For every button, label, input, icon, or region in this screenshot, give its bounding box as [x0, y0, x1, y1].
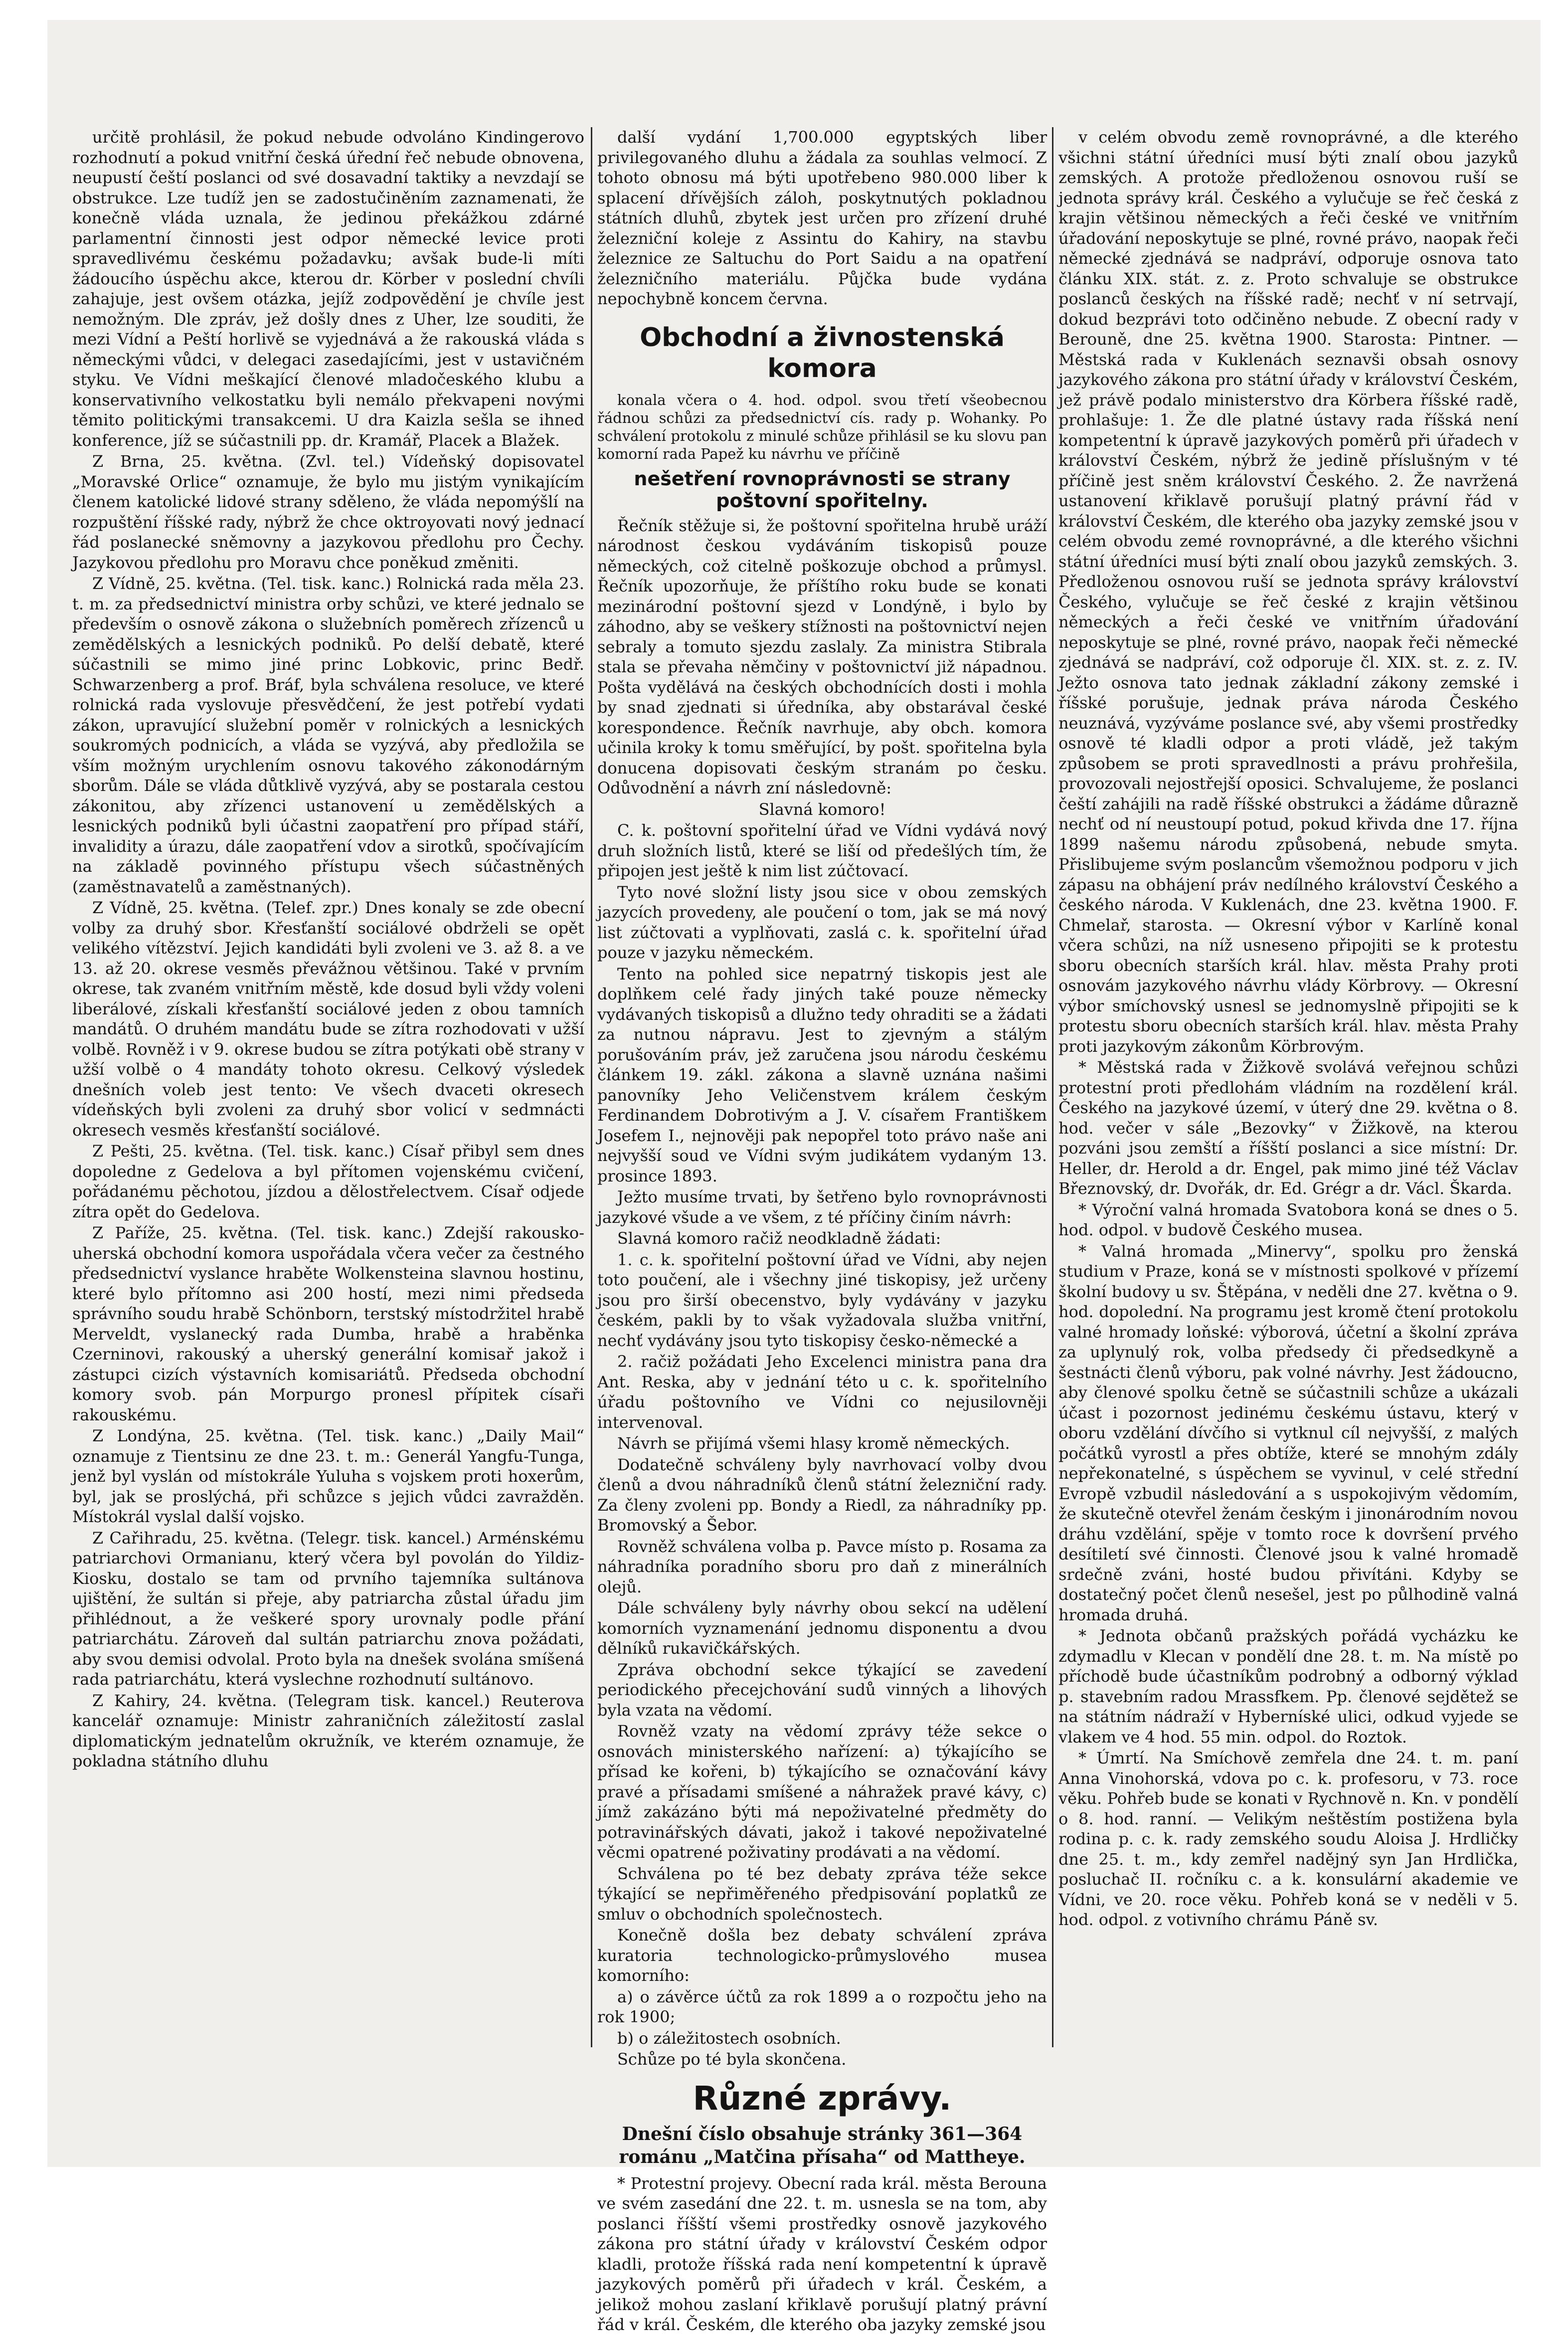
news-item-london: Z Londýna, 25. května. (Tel. tisk. kanc.) „Daily Mail“ oznamuje z Tientsinu ze dne 23. t. m.: Generál Yangfu-Tunga, jenž byl vyslán od místokrále Yuluha s vojskem proti hoxerům, byl, jak se proslýchá, při schůzce s jejich vůdci zavražděn. Místokrál vyslal další vojsko.	[72, 1426, 584, 1526]
article-paragraph: Konečně došla bez debaty schválení zpráva kuratoria technologicko-průmyslového musea komorního:	[597, 1926, 1047, 1985]
news-item-minerva: * Valná hromada „Minervy“, spolku pro ženská studium v Praze, koná se v místnosti spolkové v přízemí školní budovy u sv. Štěpána, v neděli dne 27. května o 9. hod. dopolední. Na programu jest kromě čtení protokolu valné hromady loňské: výborová, účetní a školní zpráva za uplynulý rok, volba předsedy či předsedkyně a šestnácti členů výboru, pak volné návrhy. Jest žádoucno, aby členové spolku četně se súčastnili schůze a ukázali účast i pozornost jedinému českému ústavu, který v oboru vzdělání dívčího si vytknul cíl nejvyšší, z malých počátků vyrostl a přes obtíže, které se mnohým zdály nepřekonatelné, s úspěchem se vyvinul, v celé střední Evropě vzbudil následování a s uspokojivým vědomím, že skutečně otevřel ženám českým i jinonárodním novou dráhu vzdělání, spěje v tomto roce k dovršení prvého desítiletí své činnosti. Členové jsou k valné hromadě srdečně zváni, hosté budou přivítáni. Kdyby se dostatečný počet členů nesešel, jest po půlhodině valná hromada druhá.	[1058, 1241, 1518, 1624]
column-left	[72, 127, 584, 2047]
article-paragraph: Schůze po té byla skončena.	[617, 2050, 847, 2069]
news-item-paris: Z Paříže, 25. května. (Tel. tisk. kanc.) Zdejší rakousko-uherská obchodní komora uspořádala včera večer za čestného předsednictví vyslance hraběte Wolkensteina slavnou hostinu, které bylo přítomno asi 200 hostí, mezi nimi předseda správního soudu hrabě Schönborn, terstský místodržitel hrabě Merveldt, vyslanecký rada Dumba, hrabě a hraběnka Czerninovi, rakouský a uherský generální komisař jakož i zástupci cizích výstavních komisariátů. Předseda obchodní komory svob. pán Morpurgo pronesl přípitek císaři rakouskému.	[72, 1223, 584, 1424]
column-divider	[1052, 127, 1053, 2047]
section-heading-chamber: Obchodní a živnostenská komora	[640, 322, 1005, 384]
article-paragraph: Dále schváleny byly návrhy obou sekcí na udělení komorních vyznamenání jednomu disponentu a dvou dělníků rukavičkářských.	[597, 1598, 1047, 1658]
article-paragraph: Rovněž schválena volba p. Pavce místo p. Rosama za náhradníka poradního sboru pro daň z minerálních olejů.	[597, 1537, 1047, 1596]
article-paragraph: určitě prohlásil, že pokud nebude odvoláno Kindingerovo rozhodnutí a pokud vnitřní česká úřední řeč nebude obnovena, neupustí čeští poslanci od své dosavadní taktiky a nevzdají se obstrukce. Lze tudíž jen se zadostučiněním zaznamenati, že konečně vláda uznala, že jedinou překážkou zdárné parlamentní činnosti jest odpor německé levice proti spravedlivému českému požadavku; avšak bude-li míti žádoucího úspěchu akce, kterou dr. Körber v poslední chvíli zahajuje, jest ovšem otázka, jejíž zodpovědění je chvíle jest nemožným. Dle zpráv, jež došly dnes z Uher, lze souditi, že mezi Vídní a Peští horlivě se vyjednává a že rakouská vláda s německými vůdci, v delegaci zasedajícími, jest v ustavičném styku. Ve Vídni meškající členové mladočeského klubu a konservativního velkostatku byli nemálo překvapeni novými těmito politickými transakcemi. U dra Kaizla sešla se ihned konference, jíž se súčastnili pp. dr. Kramář, Placek a Blažek.	[72, 128, 584, 450]
news-item-cairo: Z Kahiry, 24. května. (Telegram tisk. kancel.) Reuterova kancelář oznamuje: Ministr zahraničních záležitostí zaslal diplomatickým jednatelům okružník, ve kterém oznamuje, že pokladna státního dluhu	[72, 1691, 584, 1770]
news-item-pest: Z Pešti, 25. května. (Tel. tisk. kanc.) Císař přibyl sem dnes dopoledne z Gedelova a byl přítomen vojenskému cvičení, pořádanému pěchotou, jízdou a dělostřelectvem. Císař odjede zítra opět do Gedelova.	[72, 1142, 584, 1221]
article-paragraph: Slavná komoro račiž neodkladně žádati:	[617, 1229, 941, 1248]
article-paragraph: Rovněž vzaty na vědomí zprávy téže sekce o osnovách ministerského nařízení: a) týkajícího se přísad ke kořeni, b) týkajícího se označování kávy pravé a přísadami smíšené a náhražek pravé kávy, c) jímž zakázáno býti má nepoživatelné předměty do potravinářských dávati, jakož i takové nepoživatelné věcmi opatrené poživatiny prodávati a na vědomí.	[597, 1722, 1047, 1862]
news-item-vienna-rolnicka-rada: Z Vídně, 25. května. (Tel. tisk. kanc.) Rolnická rada měla 23. t. m. za předsednictví ministra orby schůzi, ve které jednalo se především o osnově zákona o služebních poměrech zřízenců u zemědělských a lesnických podniků. Po delší debatě, které súčastnili se mimo jiné princ Lobkovic, princ Bedř. Schwarzenberg a prof. Bráf, byla schválena resoluce, ve které rolnická rada vyslovuje přesvědčení, že jest potřebí vydati zákon, upravující služební poměr v rolnických a lesnických soukromých podnicích, a vláda se vyzývá, aby předložila se vším možným urychlením osnovu takového zákonodárným sborům. Dále se vláda důtklivě vyzývá, aby se postarala cestou zákonitou, aby zřízenci ustanovení u zemědělských a lesnických podniků byli účastni zaopatření pro případ stáří, invalidity a úrazu, dále zaopatření vdov a sirotků, spočívajícím na základě povinného přístupu všech súčastněných (zaměstnavatelů a zaměstnaných).	[72, 574, 584, 896]
article-paragraph: Řečník stěžuje si, že poštovní spořitelna hrubě uráží národnost českou vydáváním tiskopisů pouze německých, což citelně poškozuje obchod a průmysl. Řečník upozorňuje, že příštího roku bude se konati mezinárodní poštovní sjezd v Londýně, i bylo by záhodno, aby se veškery stížnosti na poštovnictví nejen sebraly a tomuto sjezdu zaslaly. Za ministra Stibrala stala se převaha němčiny v poštovnictví již nápadnou. Pošta vydělává na českých obchodnících dosti i mohla by snad zjednati si úředníka, aby obstarával české korespondence. Řečník navrhuje, aby obch. komora učinila kroky k tomu směřující, by pošt. spořitelna byla donucena dopisovati českým stranám po česku. Odůvodnění a návrh zní následovně:	[597, 516, 1047, 797]
news-item-jednota: * Jednota občanů pražských pořádá vycházku ke zdymadlu v Klecan v pondělí dne 28. t. m. Na místě po příchodě bude účastníkům podrobný a odborný výklad p. stavebním radou Mrassfkem. Pp. členové sejdětež se na státním nádraží v Hyberníské ulici, odkud vyjede se vlakem ve 4 hod. 55 min. odpol. do Roztok.	[1058, 1626, 1518, 1747]
article-paragraph: Návrh se přijímá všemi hlasy kromě německých.	[617, 1434, 1010, 1453]
article-paragraph: C. k. poštovní spořitelní úřad ve Vídni vydává nový druh složních listů, které se liší od předešlých tím, že připojen jest ještě k nim list zúčtovací.	[597, 821, 1047, 880]
news-item-protests: * Protestní projevy. Obecní rada král. města Berouna ve svém zasedání dne 22. t. m. usnesla se na tom, aby poslanci říšští všemi prostředky osnově jazykového zákona pro státní úřady v království Českém odpor kladli, protože říšská rada není kompetentní k úpravě jazykových poměrů při úřadech v král. Českém, a jelikož mohou zaslaní křiklavě porušují platný právní řád v král. Českém, dle kterého oba jazyky zemské jsou	[597, 2173, 1047, 2334]
article-paragraph: Ježto musíme trvati, by šetřeno bylo rovnoprávnosti jazykové všude a ve všem, z té příčiny činím návrh:	[597, 1187, 1047, 1227]
article-paragraph: další vydání 1,700.000 egyptských liber privilegovaného dluhu a žádala za souhlas velmocí. Z tohoto obnosu má býti upotřebeno 980.000 liber k splacení dřívějších záloh, poskytnutých pokladnou státních dluhů, zbytek jest určen pro zřízení druhé železniční koleje z Assintu do Kahiry, na stavbu železnice ze Saltuchu do Port Saidu a na opatření železničního materiálu. Půjčka bude vydána nepochybně koncem června.	[597, 128, 1047, 308]
column-divider	[591, 127, 592, 2047]
article-paragraph: Zpráva obchodní sekce týkající se zavedení periodického přecejchování sudů vinných a lihových byla vzata na vědomí.	[597, 1660, 1047, 1720]
news-item-constantinople: Z Cařihradu, 25. května. (Telegr. tisk. kancel.) Arménskému patriarchovi Ormanianu, který včera byl povolán do Yildiz-Kiosku, dostalo se tam od prvního tajemníka sultánova ujištění, že sultán si přeje, aby patriarcha zůstal úřadu jim přihlédnout, a že veškeré spory urovnaly podle přání patriarchátu. Zároveň dal sultán patriarchu znova požádati, aby svou demisi odvolal. Proto byla na dnešek svolána smíšená rada patriarchátu, která vyslechne rozhodnutí sultánovo.	[72, 1528, 584, 1689]
news-item-zizkov: * Městská rada v Žižkově svolává veřejnou schůzi protestní proti předlohám vládním na rozdělení král. Českého na jazykové území, v úterý dne 29. května o 8. hod. večer v sále „Bezovky“ v Žižkově, na kterou pozváni jsou zemští a říšští poslanci a sice místní: Dr. Heller, dr. Herold a dr. Engel, pak mimo jiné též Václav Březnovský, dr. Dvořák, dr. Ed. Grégr a dr. Václ. Škarda.	[1058, 1058, 1518, 1198]
article-paragraph: 1. c. k. spořitelní poštovní úřad ve Vídni, aby nejen toto poučení, ale i všechny jiné tiskopisy, jež určeny jsou pro širší obecenstvo, byly vydávány v jazyku českém, pakli by to však vyžadovala služba vnitřní, nechť vydávány jsou tyto tiskopisy česko-německé a	[597, 1250, 1047, 1350]
column-right	[1058, 127, 1518, 2047]
subheading-savings-bank: nešetření rovnoprávnosti se strany poštovní spořitelny.	[634, 467, 1011, 512]
news-item-obituary: * Úmrtí. Na Smíchově zemřela dne 24. t. m. paní Anna Vinohorská, vdova po c. k. profesoru, v 73. roce věku. Pohřeb bude se konati v Rychnově n. Kn. v pondělí o 8. hod. ranní. — Velikým neštěstím postižena byla rodina p. c. k. rady zemského soudu Aloisa J. Hrdličky dne 25. t. m., kdy zemřel nadějný syn Jan Hrdlička, posluchač II. ročníku c. a k. konsulární akademie ve Vídni, ve 20. roce věku. Pohřeb koná se v neděli v 5. hod. odpol. z votivního chrámu Páně sv.	[1058, 1749, 1518, 1929]
article-paragraph: v celém obvodu země rovnoprávné, a dle kterého všichni státní úředníci musí býti znalí obou jazyků zemských. A protože předloženou osnovou ruší se jednota správy král. Českého a vylučuje se řeč česká z krajin většinou německých a řeči české ve vnitřním úřadování neposkytuje se plné, rovné právo, naopak řeči německé zjednává se nadpráví, odporuje osnova tato článku XIX. stát. z. z. Proto schvaluje se obstrukce poslanců českých na říšské radě; nechť v ní setrvají, dokud bezprávi toto odčiněno nebude. Z obecní rady v Berouně, dne 25. května 1900. Starosta: Pintner. — Městská rada v Kuklenách seznavši obsah osnovy jazykového zákona pro státní úřady v království Českém, jež právě podalo ministerstvo dra Körbera říšské radě, prohlašuje: 1. Že dle platné ústavy rada říšská není kompetentní k úpravě jazykových poměrů při úřadech v království Českém, nýbrž že jedině příslušným v té příčině jest sněm království Českého. 2. Že navržená ustanovení křiklavě porušují platný právní řád v království Českém, dle kterého oba jazyky zemské jsou v celém obvodu zemé rovnoprávné, a dle kterého všichni státní úředníci musí býti znalí obou jazyků zemských. 3. Předloženou osnovou ruší se jednota správy království Českého, vylučuje se řeč české z krajin většinou německých a řeči české ve vnitřním úřadování neposkytuje se plné, rovné právo, naopak řeči německé zjednává se nadpráví, což odporuje čl. XIX. st. z. z. IV. Ježto osnova tato jednak základní zákony zemské i říšské porušuje, jednak práva národa Českého neuznává, vyzýváme poslance své, aby všemi prostředky osnově té kladli odpor a proti vládě, jež takým způsobem se proti spravedlnosti a právu prohřešila, provozovali nejostřejší oposici. Schvalujeme, že poslanci čeští zahájili na radě říšské obstrukci a žádáme důrazně nechť od ní neustoupí potud, pokud křivda dne 17. října 1899 našemu národu způsobená, nebude smyta. Přislibujeme svým poslancům všemožnou podporu v jich zápasu na obhájení práv nedílného království Českého a českého národa. V Kuklenách, dne 23. května 1900. F. Chmelař, starosta. — Okresní výbor v Karlíně konal včera schůzi, na níž usneseno připojiti se k protestu sboru obecních starších král. hlav. města Prahy proti osnovám jazykového návrhu vlády Körbrovy. — Okresní výbor smíchovský usnesl se jednomyslně připojiti se k protestu sboru obecních starších král. hlav. města Prahy proti jazykovým zákonům Körbrovým.	[1058, 128, 1518, 1056]
article-paragraph: 2. račiž požádati Jeho Excelenci ministra pana dra Ant. Reska, aby v jednání této u c. k. spořitelního úřadu poštovního ve Vídni co nejusilovněji intervenoval.	[597, 1352, 1047, 1432]
list-item: a) o závěrce účtů za rok 1899 a o rozpočtu jeho na rok 1900;	[597, 1987, 1047, 2026]
section-heading-misc-news: Různé zprávy.	[693, 2079, 952, 2118]
novel-notice: Dnešní číslo obsahuje stránky 361—364 románu „Matčina přísaha“ od Mattheye.	[619, 2123, 1026, 2167]
news-item-svatobor: * Výroční valná hromada Svatobora koná se dnes o 5. hod. odpol. v budově Českého musea.	[1058, 1200, 1518, 1239]
salutation: Slavná komoro!	[758, 799, 886, 819]
article-paragraph: Schválena po té bez debaty zpráva téže sekce týkající se nepřiměřeného předpisování poplatků ze smluv o obchodních společnostech.	[597, 1864, 1047, 1924]
section-lead: konala včera o 4. hod. odpol. svou třetí všeobecnou řádnou schůzi za předsednictví cís. rady p. Wohanky. Po schválení protokolu z minulé schůze přihlásil se ku slovu pan komorní rada Papež ku návrhu ve příčině	[597, 391, 1047, 462]
news-item-vienna-elections: Z Vídně, 25. května. (Telef. zpr.) Dnes konaly se zde obecní volby za druhý sbor. Křesťanští sociálové obdrželi se opět velikého vítězství. Jejich kandidáti byli zvoleni ve 3. až 8. a ve 13. až 20. okrese vesměs převážnou většinou. Také v prvním okrese, tak zvaném vnitřním městě, kde dosud byli vždy voleni liberálové, získali křesťanští sociálové jeden z obou tamních mandátů. O druhém mandátu bude se zítra rozhodovati v užší volbě. Rovněž i v 9. okrese budou se zítra potýkati obě strany v užší volbě o 4 mandáty tohoto okresu. Celkový výsledek dnešních voleb jest tento: Ve všech dvaceti okresech vídeňských byli zvoleni za druhý sbor volicí v sedmnácti okresech vesměs křesťanští sociálové.	[72, 898, 584, 1140]
list-item: b) o záležitostech osobních.	[617, 2028, 841, 2048]
article-paragraph: Tento na pohled sice nepatrný tiskopis jest ale doplňkem celé řady jiných také pouze německy vydávaných tiskopisů a dlužno tedy ohraditi se a žádati za nutnou nápravu. Jest to zjevným a stálým porušováním práv, jež zaručena jsou národu českému článkem 19. zákl. zákona a slavně uznána našimi panovníky Jeho Veličenstvem králem českým Ferdinandem Dobrotivým a J. V. císařem Františkem Josefem I., nejnověji pak nepopřel toto právo naše ani nejvyšší soud ve Vídni svým judikátem vydaným 13. prosince 1893.	[597, 964, 1047, 1185]
news-item-brno: Z Brna, 25. května. (Zvl. tel.) Vídeňský dopisovatel „Moravské Orlice“ oznamuje, že bylo mu jistým vynikajícím členem katolické lidové strany sděleno, že vláda nepomýšlí na rozpuštění říšské rady, nýbrž že chce oktroyovati nový jednací řád poslanecké sněmovny a jazykovou předlohu pro Čechy. Jazykovou předlohu pro Moravu chce poněkud změniti.	[72, 452, 584, 572]
article-paragraph: Tyto nové složní listy jsou sice v obou zemských jazycích provedeny, ale poučení o tom, jak se má nový list zúčtovati a vyplňovati, zaslá c. k. spořitelní úřad pouze v jazyku německém.	[597, 882, 1047, 962]
article-paragraph: Dodatečně schváleny byly navrhovací volby dvou členů a dvou náhradníků členů státní železniční rady. Za členy zvoleni pp. Bondy a Riedl, za náhradníky pp. Bromovský a Šebor.	[597, 1455, 1047, 1535]
column-middle	[597, 127, 1047, 2334]
